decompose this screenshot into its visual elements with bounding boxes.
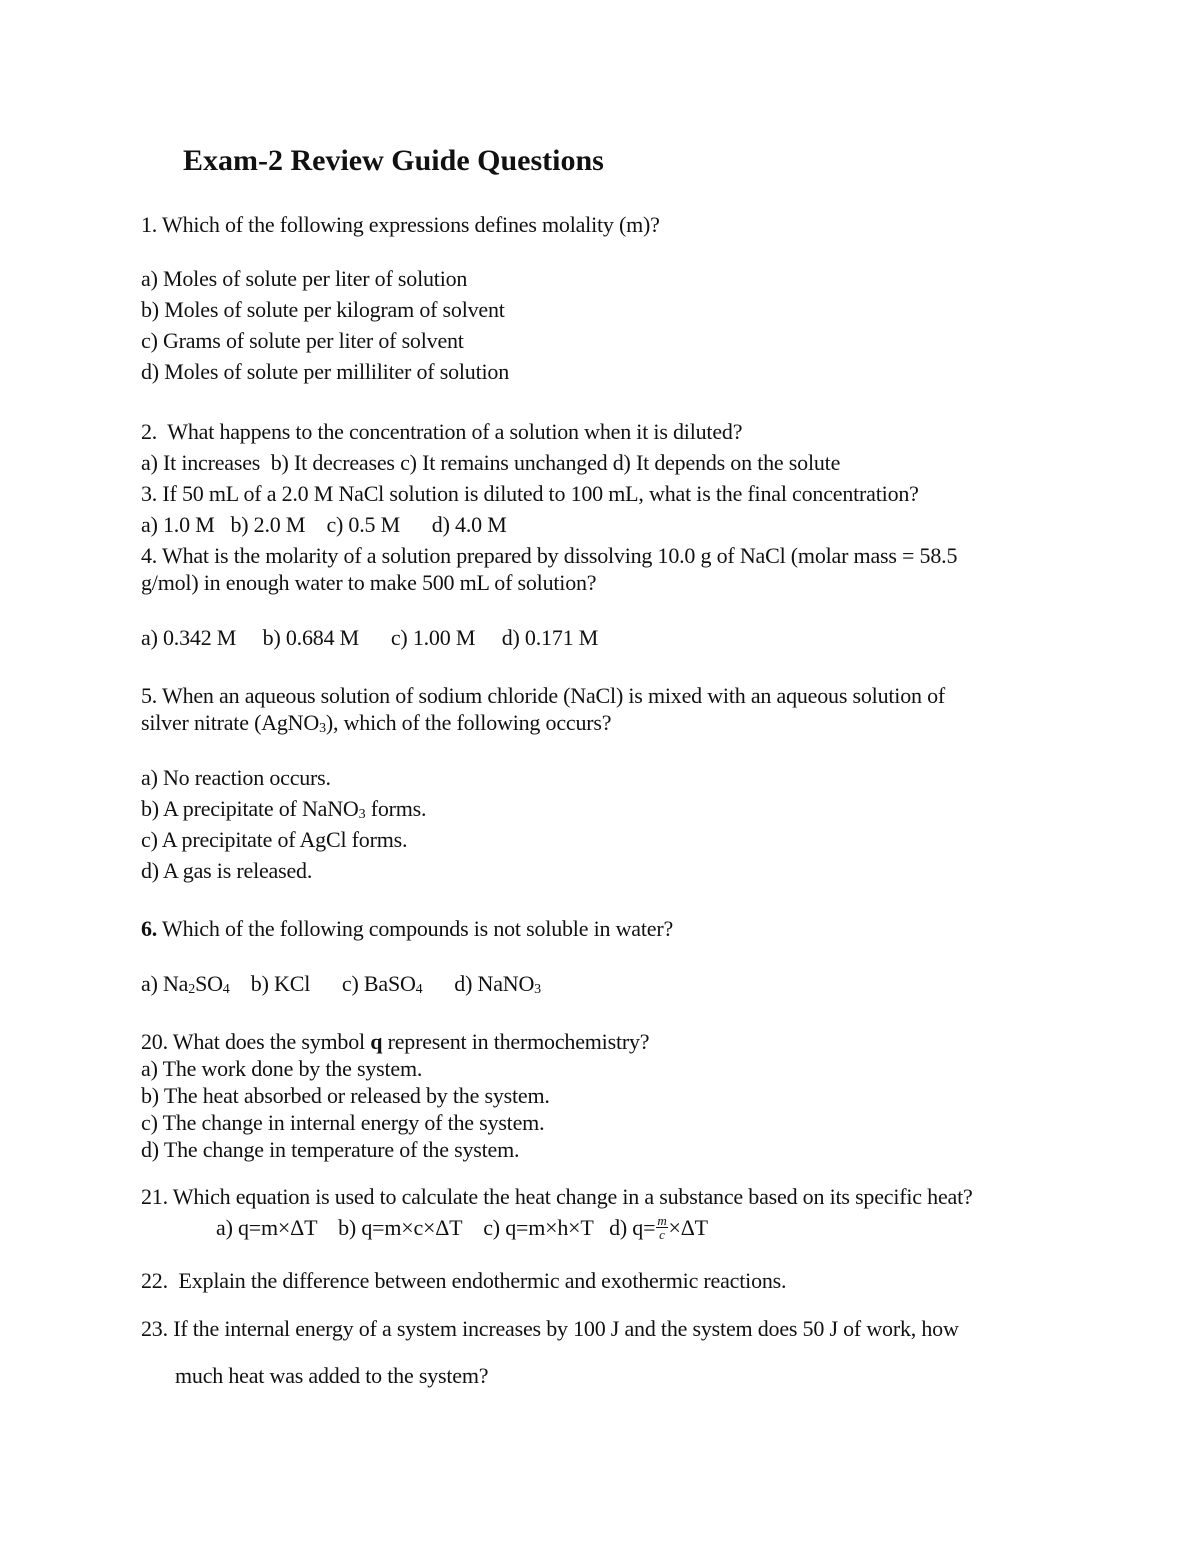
question-23-line-2: much heat was added to the system? <box>175 1363 489 1388</box>
q21-options-post: ×ΔT <box>668 1215 708 1240</box>
question-2-options: a) It increases b) It decreases c) It remains unchanged d) It depends on the solute <box>141 450 841 475</box>
fraction-numerator: m <box>657 1213 667 1229</box>
question-5-option-a: a) No reaction occurs. <box>141 765 331 790</box>
question-4-line-2: g/mol) in enough water to make 500 mL of solution? <box>141 570 597 595</box>
q21-options-pre: a) q=m×ΔT b) q=m×c×ΔT c) q=m×h×T d) q= <box>216 1215 656 1240</box>
question-6-text: Which of the following compounds is not soluble in water? <box>157 916 674 941</box>
q5-line2-pre: silver nitrate (AgNO <box>141 710 320 735</box>
page-title: Exam-2 Review Guide Questions <box>183 144 604 177</box>
q20-pre: 20. What does the symbol <box>141 1029 371 1054</box>
question-3: 3. If 50 mL of a 2.0 M NaCl solution is diluted to 100 mL, what is the final concentration? <box>141 481 919 506</box>
question-1: 1. Which of the following expressions defines molality (m)? <box>141 212 660 237</box>
q5-b-sub: 3 <box>358 807 366 822</box>
question-5-line-2 <box>141 710 611 742</box>
question-3-options: a) 1.0 M b) 2.0 M c) 0.5 M d) 4.0 M <box>141 512 507 537</box>
q6-d-sub: 3 <box>534 982 541 997</box>
question-20 <box>141 1029 649 1055</box>
q6-c-sub: 4 <box>415 982 423 997</box>
question-6 <box>141 916 673 942</box>
question-5-option-b <box>141 796 426 828</box>
question-21: 21. Which equation is used to calculate the heat change in a substance based on its specific heat? <box>141 1184 973 1209</box>
q6-a-mid: SO <box>195 971 223 996</box>
fraction-denominator: c <box>659 1227 665 1243</box>
q6-a-pre: a) Na <box>141 971 189 996</box>
question-6-options <box>141 971 541 1003</box>
question-6-number: 6. <box>141 916 158 941</box>
question-5-option-c: c) A precipitate of AgCl forms. <box>141 827 408 852</box>
q6-b: b) KCl c) BaSO <box>229 971 416 996</box>
question-20-option-b: b) The heat absorbed or released by the system. <box>141 1083 550 1108</box>
question-21-options <box>216 1215 708 1243</box>
q5-line2-sub: 3 <box>319 721 326 736</box>
question-1-option-b: b) Moles of solute per kilogram of solvent <box>141 297 505 322</box>
question-20-option-a: a) The work done by the system. <box>141 1056 423 1081</box>
q20-post: represent in thermochemistry? <box>382 1029 650 1054</box>
fraction-m-over-c <box>656 1214 667 1241</box>
q6-a-sub2: 4 <box>222 982 230 997</box>
question-1-option-d: d) Moles of solute per milliliter of solution <box>141 359 510 384</box>
question-20-option-c: c) The change in internal energy of the system. <box>141 1110 545 1135</box>
question-20-option-d: d) The change in temperature of the system. <box>141 1137 520 1162</box>
q5-b-post: forms. <box>365 796 427 821</box>
question-4-line-1: 4. What is the molarity of a solution prepared by dissolving 10.0 g of NaCl (molar mass = 58.5 <box>141 543 958 568</box>
question-1-option-c: c) Grams of solute per liter of solvent <box>141 328 464 353</box>
q6-a-sub1: 2 <box>188 982 196 997</box>
q20-symbol: q <box>370 1029 383 1054</box>
q5-line2-post: ), which of the following occurs? <box>325 710 612 735</box>
question-4-options: a) 0.342 M b) 0.684 M c) 1.00 M d) 0.171 M <box>141 625 599 650</box>
question-5-line-1: 5. When an aqueous solution of sodium chloride (NaCl) is mixed with an aqueous solution of <box>141 683 946 708</box>
q6-d: d) NaNO <box>422 971 535 996</box>
question-1-option-a: a) Moles of solute per liter of solution <box>141 266 468 291</box>
q5-b-pre: b) A precipitate of NaNO <box>141 796 359 821</box>
question-5-option-d: d) A gas is released. <box>141 858 313 883</box>
question-2: 2. What happens to the concentration of a solution when it is diluted? <box>141 419 743 444</box>
question-23-line-1: 23. If the internal energy of a system increases by 100 J and the system does 50 J of work, how <box>141 1316 959 1341</box>
question-22: 22. Explain the difference between endothermic and exothermic reactions. <box>141 1268 787 1293</box>
